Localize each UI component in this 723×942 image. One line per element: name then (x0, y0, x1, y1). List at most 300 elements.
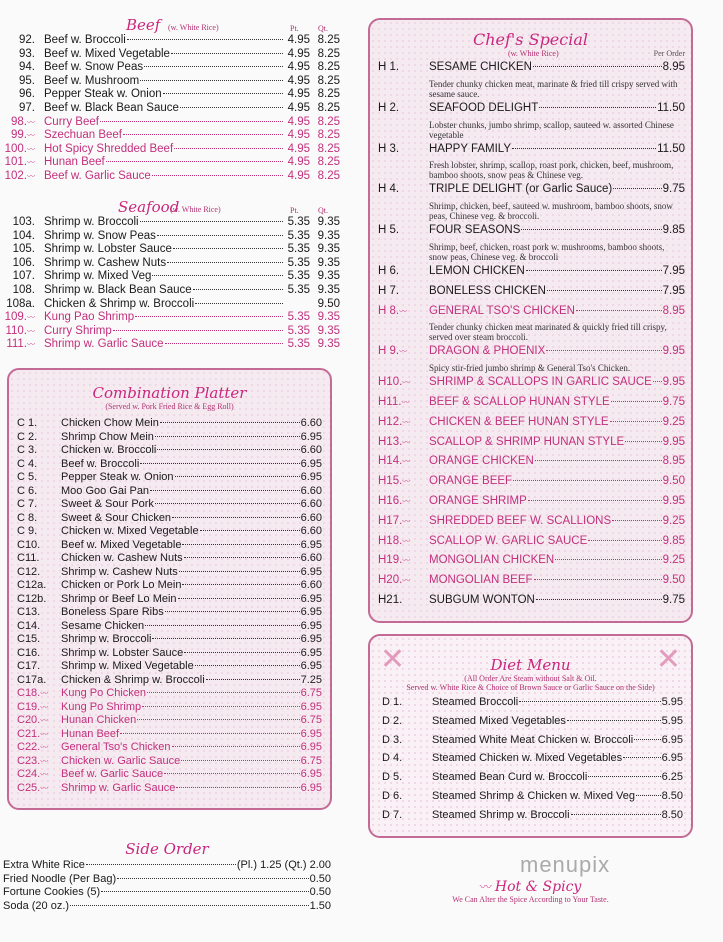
item-name: ORANGE SHRIMP (429, 494, 527, 507)
chefs-special-box (368, 18, 693, 623)
menu-item-row[interactable] (17, 458, 322, 472)
chef-title: Chef's Special (472, 30, 589, 49)
item-name: Hunan Chicken (61, 714, 137, 726)
menu-item-row[interactable] (3, 886, 331, 900)
dot-leader (184, 652, 299, 653)
item-number-text: H21. (378, 593, 403, 606)
menu-item-row[interactable] (17, 633, 322, 647)
item-number (17, 687, 61, 699)
dot-leader (513, 480, 662, 481)
dot-leader (173, 248, 283, 249)
menu-item-row[interactable] (0, 48, 340, 62)
item-price: 6.95 (300, 565, 322, 578)
item-price: 1.50 (309, 899, 331, 912)
chili-icon: 〰 (402, 536, 411, 546)
item-number (378, 285, 429, 297)
item-number-text: 101. (4, 156, 27, 169)
menu-item-row[interactable] (378, 416, 685, 436)
item-name: Shrimp w. Mixed Vegetable (61, 660, 194, 672)
menu-item-row[interactable] (17, 714, 322, 728)
menu-item-row[interactable] (0, 102, 340, 116)
item-number-text: 103. (12, 216, 35, 228)
item-number (378, 143, 429, 155)
item-number-text: C19. (17, 700, 41, 713)
item-number (0, 88, 38, 100)
menu-item-row[interactable] (3, 900, 331, 914)
seafood-subtitle: (w. White Rice) (170, 205, 221, 214)
dot-leader (636, 795, 661, 796)
beef-section (0, 18, 340, 184)
item-name: SCALLOP & SHRIMP HUNAN STYLE (429, 435, 625, 448)
item-number (17, 593, 61, 605)
qt-header: Qt. (318, 24, 328, 33)
menu-item-row[interactable] (382, 734, 683, 753)
menu-item-row[interactable] (0, 156, 340, 170)
menu-item-row[interactable] (17, 498, 322, 512)
menu-item-row[interactable] (0, 34, 340, 48)
item-name: Shrimp w. Lobster Sauce (44, 243, 172, 256)
menu-item-row[interactable] (17, 579, 322, 593)
price-pint: 5.35 (287, 270, 310, 283)
item-name: Hunan Beef (44, 156, 105, 169)
menu-item-row[interactable] (0, 230, 340, 244)
dot-leader (157, 235, 283, 236)
item-number-text: 92. (19, 34, 35, 46)
item-price: (Pl.) 1.25 (Qt.) 2.00 (236, 859, 331, 871)
menu-item-row[interactable] (382, 696, 683, 715)
item-number-text: C 6. (17, 484, 38, 497)
menu-item-row[interactable] (17, 687, 322, 701)
item-number-text: 109. (4, 311, 27, 324)
item-number-text: 107. (12, 270, 35, 283)
menu-item-row[interactable] (382, 771, 683, 790)
item-name: BONELESS CHICKEN (429, 284, 546, 297)
menu-item-row[interactable] (17, 768, 322, 782)
item-name: Shrimp or Beef Lo Mein (61, 592, 177, 605)
item-number (17, 485, 61, 497)
item-number-text: C 9. (17, 525, 38, 537)
price-pint: 5.35 (287, 216, 310, 228)
price-pint: 5.35 (287, 338, 310, 351)
item-name: HAPPY FAMILY (429, 142, 512, 155)
item-name: Steamed White Meat Chicken w. Broccoli (432, 733, 634, 746)
item-number (0, 311, 38, 323)
item-number-text: D 5. (382, 771, 403, 784)
menu-item-row[interactable] (378, 495, 685, 515)
menu-item-row[interactable] (378, 285, 685, 305)
menu-item-row[interactable] (17, 660, 322, 674)
beef-title: Beef (126, 16, 161, 34)
side-order-section (3, 840, 331, 913)
item-price: 9.75 (662, 593, 685, 606)
item-name: Shrimp w. Mixed Veg (44, 270, 152, 283)
chili-icon: 〰 (401, 397, 410, 407)
item-number (17, 444, 61, 456)
item-number (382, 715, 432, 727)
menu-item-row[interactable] (17, 539, 322, 553)
seafood-list (0, 216, 340, 352)
item-price: 7.95 (662, 264, 685, 277)
item-name: Beef w. Mixed Vegetable (44, 47, 170, 60)
dot-leader (526, 270, 662, 271)
item-name: Beef w. Mixed Vegetable (61, 538, 182, 551)
chili-icon: 〰 (40, 716, 49, 725)
dot-leader (567, 720, 661, 721)
menu-item-row[interactable] (0, 61, 340, 75)
price-pint: 4.95 (287, 47, 310, 60)
dot-leader (172, 746, 300, 747)
menu-item-row[interactable] (17, 566, 322, 580)
dot-leader (533, 66, 662, 67)
item-number (378, 495, 429, 507)
price-pint: 5.35 (287, 256, 310, 269)
menu-item-row[interactable] (17, 525, 322, 539)
item-name: Pepper Steak w. Onion (61, 471, 174, 483)
menu-item-row[interactable] (17, 782, 322, 796)
dot-leader (611, 401, 662, 402)
dot-leader (140, 463, 299, 464)
item-number-text: C15. (17, 633, 41, 645)
dot-leader (171, 53, 283, 54)
item-number (17, 498, 61, 510)
item-number-text: C 7. (17, 498, 38, 510)
item-number (0, 284, 38, 296)
item-price: 9.50 (662, 475, 685, 488)
menu-item-row[interactable] (17, 674, 322, 688)
price-quart: 9.35 (317, 243, 340, 256)
menu-item-row[interactable] (3, 873, 331, 887)
item-name: Kung Po Shrimp (61, 700, 142, 713)
menu-item-row[interactable] (17, 417, 322, 431)
item-price: 9.50 (662, 574, 685, 587)
chili-icon: 〰 (399, 306, 408, 316)
item-name: Chicken w. Mixed Vegetable (61, 525, 199, 537)
menu-item-row[interactable] (378, 475, 685, 495)
dot-leader (123, 134, 283, 135)
item-number (17, 647, 61, 659)
item-price: 7.25 (300, 673, 322, 686)
dot-leader (150, 490, 300, 491)
dot-leader (195, 665, 300, 666)
menu-item-row[interactable] (0, 325, 340, 339)
dot-leader (106, 161, 283, 162)
menu-item-row[interactable] (378, 574, 685, 594)
dot-leader (165, 611, 300, 612)
menu-item-row[interactable] (378, 554, 685, 574)
chili-icon: 〰 (402, 576, 411, 586)
item-name: Chicken w. Broccoli (61, 444, 157, 456)
menu-item-row[interactable] (0, 116, 340, 130)
menu-item-row[interactable] (17, 471, 322, 485)
menu-item-row[interactable] (378, 436, 685, 456)
item-number-text: C21. (17, 727, 41, 740)
price-pint: 5.35 (287, 229, 310, 242)
item-price: 9.95 (662, 494, 685, 507)
dot-leader (144, 66, 283, 67)
chili-icon: 〰 (27, 171, 35, 181)
menu-item-row[interactable] (0, 216, 340, 230)
item-price: 6.95 (300, 633, 322, 645)
menu-item-row[interactable] (0, 257, 340, 271)
menu-item-row[interactable] (17, 701, 322, 715)
item-name: Boneless Spare Ribs (61, 606, 164, 618)
menu-item-row[interactable] (0, 88, 340, 102)
menu-item-row[interactable] (17, 741, 322, 755)
combo-list (9, 417, 330, 795)
item-name: Shrimp w. Garlic Sauce (44, 338, 164, 351)
menu-item-row[interactable] (382, 790, 683, 809)
item-price: 6.25 (661, 771, 683, 784)
item-number-text: D 6. (382, 789, 403, 802)
item-description: Fresh lobster, shrimp, scallop, roast pork, chicken, beef, mushroom, bamboo shoots, snow peas & Chinese veg. (429, 160, 674, 181)
item-name: GENERAL TSO'S CHICKEN (429, 304, 575, 317)
item-name: Curry Beef (44, 115, 99, 128)
menu-item-row[interactable] (17, 485, 322, 499)
diet-title: Diet Menu (490, 656, 571, 674)
menu-item-row[interactable] (17, 647, 322, 661)
chili-icon: 〰 (402, 477, 411, 487)
item-price: 8.95 (662, 455, 685, 468)
hot-spicy-note: We Can Alter the Spice According to Your Taste. (452, 895, 609, 904)
item-number (0, 48, 38, 60)
item-price: 9.85 (662, 534, 685, 547)
dot-leader (178, 598, 300, 599)
menu-item-row[interactable] (0, 338, 340, 352)
item-number-text: 111. (6, 338, 27, 351)
item-number-text: 110. (5, 324, 27, 337)
item-name: Steamed Bean Curd w. Broccoli (432, 771, 588, 784)
item-number-text: C 8. (17, 511, 38, 524)
item-number (17, 458, 61, 470)
item-number-text: H17. (378, 514, 403, 527)
item-number (0, 298, 38, 310)
item-number-text: 97. (19, 101, 35, 114)
menu-item-row[interactable] (17, 606, 322, 620)
hot-spicy-label: Hot & Spicy (494, 879, 582, 895)
item-price: 9.95 (662, 435, 685, 448)
menu-item-row[interactable] (382, 715, 683, 734)
item-number-text: C11. (17, 552, 40, 564)
dot-leader (547, 290, 662, 291)
item-number (0, 143, 38, 155)
menu-item-row[interactable] (17, 620, 322, 634)
price-pint: 4.95 (287, 88, 310, 101)
item-name: Beef w. Broccoli (61, 457, 140, 470)
item-number-text: 96. (19, 88, 35, 101)
menu-item-row[interactable] (3, 859, 331, 873)
item-number (0, 170, 38, 182)
price-pint: 4.95 (287, 61, 310, 74)
price-quart: 9.35 (317, 256, 340, 269)
item-number (0, 61, 38, 73)
menu-item-row[interactable] (0, 311, 340, 325)
price-pint: 5.35 (287, 283, 310, 296)
menu-item-row[interactable] (378, 594, 685, 614)
menu-item-row[interactable] (378, 265, 685, 285)
item-name: SHRIMP & SCALLOPS IN GARLIC SAUCE (429, 376, 652, 389)
menu-item-row[interactable] (17, 728, 322, 742)
menu-item-row[interactable] (378, 455, 685, 475)
item-price: 6.95 (300, 457, 322, 470)
item-number (382, 752, 432, 764)
dot-leader (175, 476, 300, 477)
menu-item-row[interactable] (382, 809, 683, 828)
chili-icon: 〰 (479, 880, 492, 894)
item-name: Fortune Cookies (5) (3, 886, 101, 899)
hot-spicy-legend (368, 878, 693, 904)
menu-item-row[interactable] (378, 515, 685, 535)
item-number (0, 338, 38, 350)
watermark: menupix (520, 852, 611, 877)
item-number (378, 305, 429, 317)
dot-leader (512, 148, 656, 149)
menu-item-row[interactable] (378, 376, 685, 396)
menu-item-row[interactable] (17, 552, 322, 566)
menu-item-row[interactable] (378, 396, 685, 416)
menu-item-row[interactable] (0, 298, 340, 312)
menu-item-row[interactable] (0, 243, 340, 257)
item-number-text: C18. (17, 687, 41, 699)
item-number-text: C17. (17, 660, 41, 672)
diet-subtitle-2: Served w. White Rice & Choice of Brown Sauce or Garlic Sauce on the Side) (406, 683, 655, 692)
item-name: Sweet & Sour Pork (61, 498, 154, 510)
menu-item-row[interactable] (17, 512, 322, 526)
chili-icon: 〰 (402, 417, 411, 427)
item-price: 9.95 (662, 376, 685, 389)
item-number (378, 265, 429, 277)
dot-leader (653, 381, 662, 382)
chili-icon: 〰 (40, 756, 49, 766)
item-number-text: D 2. (382, 714, 403, 727)
item-price: 9.25 (662, 415, 685, 428)
dot-leader (176, 787, 299, 788)
item-description: Tender chunky chicken meat marinated & quickly fried till crispy, served over steam broccoli. (429, 322, 667, 343)
item-number-text: C12a. (17, 579, 47, 591)
item-name: MONGOLIAN CHICKEN (429, 554, 555, 567)
price-pint: 4.95 (287, 169, 310, 182)
price-quart: 9.35 (317, 283, 340, 296)
item-description: Shrimp, chicken, beef, sauteed w. mushroom, bamboo shoots, snow peas, Chinese veg. & broccoli. (429, 201, 673, 222)
chili-icon: 〰 (402, 496, 411, 506)
menu-item-row[interactable] (17, 755, 322, 769)
dancer-icon: ✕ (380, 643, 406, 676)
item-number-text: H 1. (378, 61, 400, 73)
dancer-icon: ✕ (655, 643, 681, 676)
item-number (378, 102, 429, 114)
price-quart: 8.25 (317, 156, 340, 169)
item-name: Soda (20 oz.) (3, 899, 70, 912)
item-price: 6.60 (300, 498, 322, 510)
dot-leader (576, 310, 662, 311)
item-number (17, 431, 61, 443)
item-name: Shrimp w. Black Bean Sauce (44, 283, 192, 296)
menu-item-row[interactable] (17, 593, 322, 607)
dot-leader (164, 773, 299, 774)
beef-subtitle: (w. White Rice) (168, 23, 219, 32)
item-number (17, 660, 61, 672)
item-description: Shrimp, beef, chicken, roast pork w. mushrooms, bamboo shoots, snow peas, Chinese veg. & broccoli (429, 241, 665, 262)
side-list (3, 859, 331, 913)
chili-icon: 〰 (27, 313, 35, 323)
dot-leader (206, 679, 300, 680)
dot-leader (127, 39, 283, 40)
price-quart: 8.25 (317, 61, 340, 74)
price-quart: 9.35 (317, 311, 340, 324)
item-name: General Tso's Chicken (61, 741, 171, 753)
item-number-text: C 5. (17, 471, 38, 483)
item-number-text: H15. (378, 475, 403, 488)
dot-leader (625, 441, 661, 442)
menu-item-row[interactable] (17, 444, 322, 458)
item-number-text: 108. (12, 283, 35, 296)
menu-item-row[interactable] (0, 143, 340, 157)
item-name: SHREDDED BEEF W. SCALLIONS (429, 514, 612, 527)
menu-item-row[interactable] (0, 284, 340, 298)
item-price: 6.95 (300, 538, 322, 551)
item-number (17, 755, 61, 767)
chili-icon: 〰 (402, 457, 411, 467)
menu-item-row[interactable] (0, 170, 340, 184)
menu-item-row[interactable] (378, 535, 685, 555)
chili-icon: 〰 (40, 783, 49, 793)
chili-icon: 〰 (402, 437, 411, 447)
item-name: Kung Po Chicken (61, 687, 146, 699)
item-price: 11.50 (657, 142, 685, 155)
price-pint: 5.35 (287, 311, 310, 324)
item-name: Chicken or Pork Lo Mein (61, 579, 182, 591)
item-name: SUBGUM WONTON (429, 593, 535, 606)
dot-leader (612, 520, 661, 521)
chili-icon: 〰 (27, 131, 35, 141)
item-price: 6.95 (300, 606, 322, 618)
item-price: 6.95 (300, 700, 322, 713)
item-name: Moo Goo Gai Pan (61, 484, 150, 497)
item-name: Steamed Mixed Vegetables (432, 714, 566, 727)
item-price: 11.50 (657, 101, 685, 114)
dot-leader (172, 517, 300, 518)
dot-leader (555, 559, 661, 560)
dot-leader (163, 93, 283, 94)
item-number (17, 768, 61, 780)
menu-item-row[interactable] (382, 752, 683, 771)
menu-item-row[interactable] (0, 129, 340, 143)
item-price: 7.95 (662, 284, 685, 297)
item-number-text: C22. (17, 741, 41, 753)
item-price: 9.75 (662, 183, 685, 196)
pt-header: Pt. (290, 24, 299, 33)
item-price: 6.95 (661, 733, 683, 746)
item-name: Kung Pao Shrimp (44, 311, 135, 324)
item-number-text: 104. (12, 229, 35, 242)
dot-leader (613, 188, 661, 189)
menu-item-row[interactable] (0, 270, 340, 284)
item-number (0, 325, 38, 337)
price-quart: 8.25 (317, 88, 340, 101)
menu-item-row[interactable] (17, 431, 322, 445)
item-number (378, 345, 429, 357)
item-number (17, 741, 61, 753)
item-number-text: 98. (11, 115, 27, 128)
dot-leader (535, 460, 662, 461)
item-number-text: C20. (17, 714, 41, 726)
item-number (17, 579, 61, 591)
chili-icon: 〰 (40, 702, 49, 712)
price-quart: 8.25 (317, 34, 340, 46)
dot-leader (155, 436, 300, 437)
menu-item-row[interactable] (0, 75, 340, 89)
price-quart: 9.35 (317, 270, 340, 283)
item-name: ORANGE CHICKEN (429, 455, 534, 468)
